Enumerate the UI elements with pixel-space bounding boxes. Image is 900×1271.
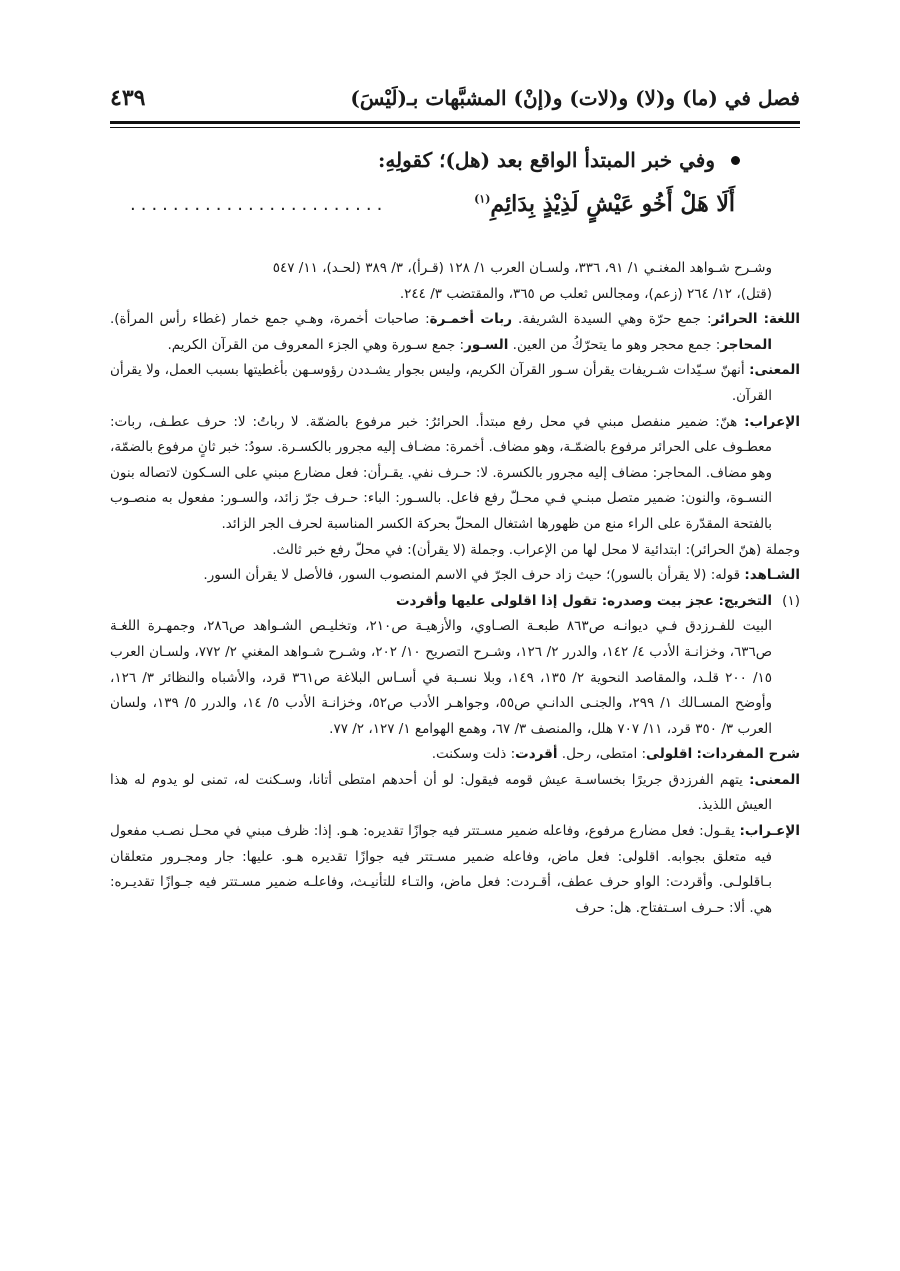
irab2-paragraph [110,819,800,921]
irab-label: الإعراب: [744,413,800,430]
mana-text: أنهنّ سـيّدات شـريفات يقرأن سـور القرآن الكريم، وليس بجوار يشـددن رؤوسـهن بأغطيتها بسبب العمل، ولا يقرأن القرآن. [110,362,772,404]
irab2-text: يقـول: فعل مضارع مرفوع، وفاعله ضمير مسـتتر فيه جوازًا تقديره: هـو. إذا: ظرف مبني في محـل نصـب مفعول فيه متعلق بجوابه. اقلولى: فعل ماض، وفاعله ضمير مسـتتر فيه جوازًا تقديره هـو. عليها: جار ومجـرور متعلقان بـاقلولـى. وأقردت: الواو حرف عطف، أقـردت: فعل ماض، والتـاء للتأنيـث، وفاعلـه ضمير مسـتتر فيه جـوازًا تقديـره: هي. ألا: حـرف اسـتفتاح. هل: حرف [110,823,772,916]
lugha-term: الحرائر [711,311,758,328]
lugha-label: اللغة: [763,311,800,328]
irab-text: هنّ: ضمير منفصل مبني في محل رفع مبتدأ. الحرائرُ: خبر مرفوع بالضمّة. لا رباتُ: لا: حرف عطـف، ربات: معطـوف على الحرائر مرفوع بالضمّـة، وهو مضاف. أخمرة: مضـاف إليه مجرور بالكسـرة. سودُ: خبر ثانٍ مرفوع بالضمّة، وهو مضاف. المحاجر: مضاف إليه مجرور بالكسرة. لا: حـرف نفي. يقـرأن: فعل مضارع مبني على السـكون لاتصاله بنون النسـوة، والنون: ضمير متصل مبنـي فـي محـلّ رفع فاعل. بالسـور: الباء: حـرف جرّ زائد، والسـور: مفعول به منصـوب بالفتحة المقدّرة على الراء منع من ظهورها اشتغال المحلّ بحركة الكسر المناسبة لحرف الجر الزائد. [110,413,772,532]
footnote-number: (١) [782,592,800,609]
mana2-text: يتهم الفرزدق جريرًا بخساسـة عيش قومه فيقول: لو أن أحدهم امتطى أتانا، وسـكنت له، تمنى لو يدوم له هذا العيش اللذيذ. [110,771,772,814]
bullet-text: وفي خبر المبتدأ الواقع بعد (هل)؛ كقولِهِ: [377,148,715,172]
lugha-def: : صاحبات أخمرة، وهـي جمع خمار (غطاء رأس المرأة). [110,311,430,328]
header-rule [110,121,800,124]
lugha-def: : جمع حرّة وهي السيدة الشريفة. [518,311,712,328]
mana-paragraph [110,358,800,409]
poetry-verse [130,184,760,224]
jumla-paragraph: وجملة (هنّ الحرائر): ابتدائية لا محل لها من الإعراب. وجملة (لا يقرأن): في محلّ رفع خبر ثالث. [272,541,800,558]
lugha-term: السـور [464,336,509,353]
mufradat-paragraph [110,742,800,768]
mufradat-label: شرح المفردات: [696,746,800,763]
page-number: ٤٣٩ [110,85,146,111]
irab2-label: الإعـراب: [739,823,800,840]
shahid-label: الشـاهد: [744,567,800,584]
lugha-def: : جمع سـورة وهي الجزء المعروف من القرآن الكريم. [167,336,465,353]
footnote-text: البيت للفـرزدق فـي ديوانـه ص٨٦٣ طبعـة الصـاوي، والأزهيـة ص٢١٠، وتخليـص الشـواهد ص٢٨٦، وجمهـرة اللغـة ص٦٣٦، وخزانـة الأدب ٤/ ١٤٢، والدرر ٢/ ١٢٦، وشـرح التصريح ١٠/ ٢٠٢، وشـرح شـواهد المغني ٢/ ٧٧٢، ولسـان العرب ١٥/ ٢٠٠ قلـد، والمقاصد النحوية ٢/ ١٣٥، ١٤٩، وبلا نسـبة في أسـاس البلاغة ص٣٦١ قرد، والأشباه والنظائر ٣/ ١٢٦، وأوضح المسـالك ١/ ٢٩٩، والجنـى الدانـي ص٥٥، وجواهـر الأدب ص٥٢، وخزانـة الأدب ٥/ ١٤، والدرر ٥/ ١٣٩، ولسان العرب ٣/ ٣٥٠ قرد، ١١/ ٧٠٧ هلل، والمنصف ٣/ ٦٧، وهمع الهوامع ١/ ١٢٧، ٢/ ٧٧. [110,618,773,737]
mufradat-def: : امتطى، رحل. [561,746,647,763]
bullet-icon [731,156,740,165]
header-rule-thin [110,127,800,128]
verse-text: أَلَا هَلْ أَخُو عَيْشٍ لَذِيْذٍ بِدَائِمِ [490,191,735,217]
lugha-paragraph [110,307,800,358]
verse-dots: ........................ [130,193,388,215]
shahid-text: قوله: (لا يقرأن بالسور)؛ حيث زاد حرف الجرّ في الاسم المنصوب السور، فالأصل لا يقرأن السور. [203,567,745,584]
irab-paragraph [110,410,800,538]
footnote-ref: (١) [474,192,491,206]
footnote-heading [110,589,800,615]
footnote-heading-text: التخريج: عجز بيت وصدره: تقول إذا اقلولى عليها وأقردت [395,592,772,609]
verse-hemistich [474,191,735,217]
mana2-label: المعنى: [749,771,800,788]
mufradat-term: أقردت [515,746,558,763]
lugha-term: ربات أخمـرة [429,311,512,328]
mana2-paragraph [110,768,800,819]
lugha-def: : جمع محجر وهو ما يتحرّكُ من العين. [512,336,721,353]
mana-label: المعنى: [749,362,800,379]
mufradat-def: : ذلت وسكنت. [431,746,516,763]
lugha-term: المحاجر [720,336,772,353]
sharh-line-1: وشـرح شـواهد المغنـي ١/ ٩١، ٣٣٦، ولسـان العرب ١/ ١٢٨ (قـرأ)، ٣/ ٣٨٩ (لحـد)، ١١/ ٥٤٧ [272,260,772,276]
shahid-paragraph [110,563,800,589]
running-title: فصل في (ما) و(لا) و(لات) و(إنْ) المشبَّهات بـ(لَيْسَ) [350,86,800,110]
bullet-statement [180,143,740,177]
sharh-line-2: (قتل)، ١٢/ ٢٦٤ (زعم)، ومجالس ثعلب ص ٣٦٥، والمقتضب ٣/ ٢٤٤. [399,285,772,302]
mufradat-term: اقلولى [646,746,693,763]
page-header [110,78,800,118]
main-text [110,256,800,1256]
